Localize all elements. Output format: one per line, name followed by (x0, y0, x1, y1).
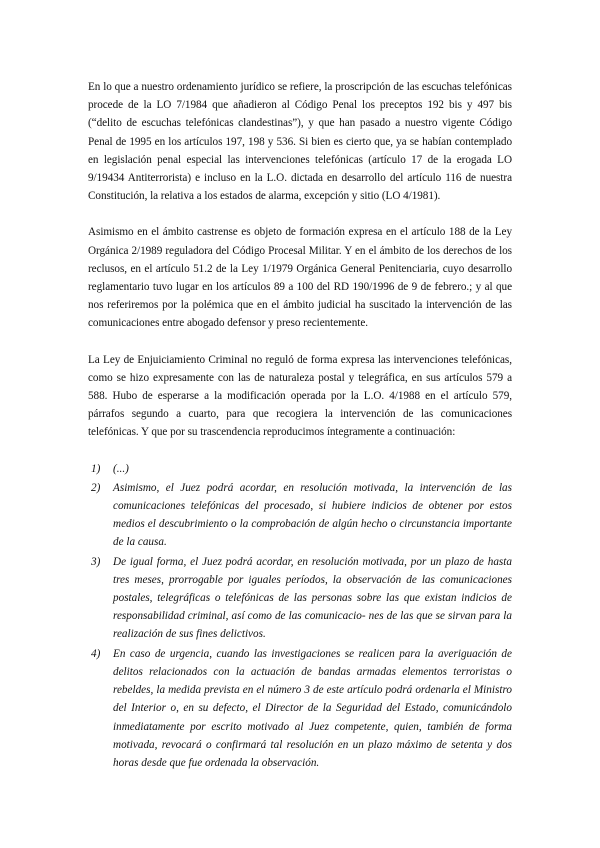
list-item (88, 479, 512, 552)
list-item (88, 460, 512, 478)
list-item-number: 4) (91, 647, 101, 660)
paragraph-military-penitentiary: Asimismo en el ámbito castrense es objeto de formación expresa en el artículo 188 de la Ley Orgánica 2/1989 reguladora del Código Procesal Militar. Y en el ámbito de los derechos de los reclusos, en el artículo 51.2 de la Ley 1/1979 Orgánica General Penitenciaria, cuyo desarrollo reglamentario tuvo lugar en los artículos 89 a 100 del RD 190/1996 de 9 de febrero.; y al que nos referiremos por la polémica que en el ámbito judicial ha suscitado la intervención de las comunicaciones entre abogado defensor y preso recientemente. (88, 226, 512, 330)
list-item-number: 1) (91, 462, 101, 475)
article-579-quote-list (88, 460, 512, 772)
list-item-number: 2) (91, 481, 101, 494)
paragraph-lecrim: La Ley de Enjuiciamiento Criminal no reguló de forma expresa las intervenciones telefónicas, como se hizo expresamente con las de naturaleza postal y telegráfica, en sus artículos 579 a 588. Hubo de esperarse a la modificación operada por la L.O. 4/1988 en el artículo 579, párrafos segundo a cuarto, para que recogiera la intervención de las comunicaciones telefónicas. Y que por su trascendencia reproducimos íntegramente a continuación: (88, 353, 512, 439)
list-item-text: De igual forma, el Juez podrá acordar, en resolución motivada, por un plazo de hasta tres meses, prorrogable por iguales períodos, la observación de las comunicaciones postales, telegráficas o telefónicas de las personas sobre las que existan indicios de responsabilidad criminal, así como de las comunicacio- nes de las que se sirvan para la realización de sus fines delictivos. (113, 555, 512, 641)
list-item (88, 645, 512, 772)
list-item-text: Asimismo, el Juez podrá acordar, en resolución motivada, la intervención de las comunicaciones telefónicas del procesado, si hubiere indicios de obtener por estos medios el descubrimiento o la comprobación de algún hecho o circunstancia importante de la causa. (113, 481, 512, 549)
list-item-number: 3) (91, 555, 101, 568)
list-item-text: (...) (113, 462, 129, 475)
list-item-text: En caso de urgencia, cuando las investigaciones se realicen para la averiguación de delitos relacionados con la actuación de bandas armadas elementos terroristas o rebeldes, la medida prevista en el número 3 de este artículo podrá ordenarla el Ministro del Interior o, en su defecto, el Director de la Seguridad del Estado, comunicándolo inmediatamente por escrito motivado al Juez competente, quien, también de forma motivada, revocará o confirmará tal resolución en un plazo máximo de setenta y dos horas desde que fue ordenada la observación. (113, 647, 512, 769)
list-item (88, 553, 512, 644)
paragraph-proscription: En lo que a nuestro ordenamiento jurídico se refiere, la proscripción de las escuchas telefónicas procede de la LO 7/1984 que añadieron al Código Penal los preceptos 192 bis y 497 bis (“delito de escuchas telefónicas clandestinas”), y que han pasado a nuestro vigente Código Penal de 1995 en los artículos 197, 198 y 536. Si bien es cierto que, ya se habían contemplado en legislación penal especial las intervenciones telefónicas (artículo 17 de la erogada LO 9/19434 Antiterrorista) e incluso en la L.O. dictada en desarrollo del artículo 116 de nuestra Constitución, la relativa a los estados de alarma, excepción y sitio (LO 4/1981). (88, 81, 512, 203)
